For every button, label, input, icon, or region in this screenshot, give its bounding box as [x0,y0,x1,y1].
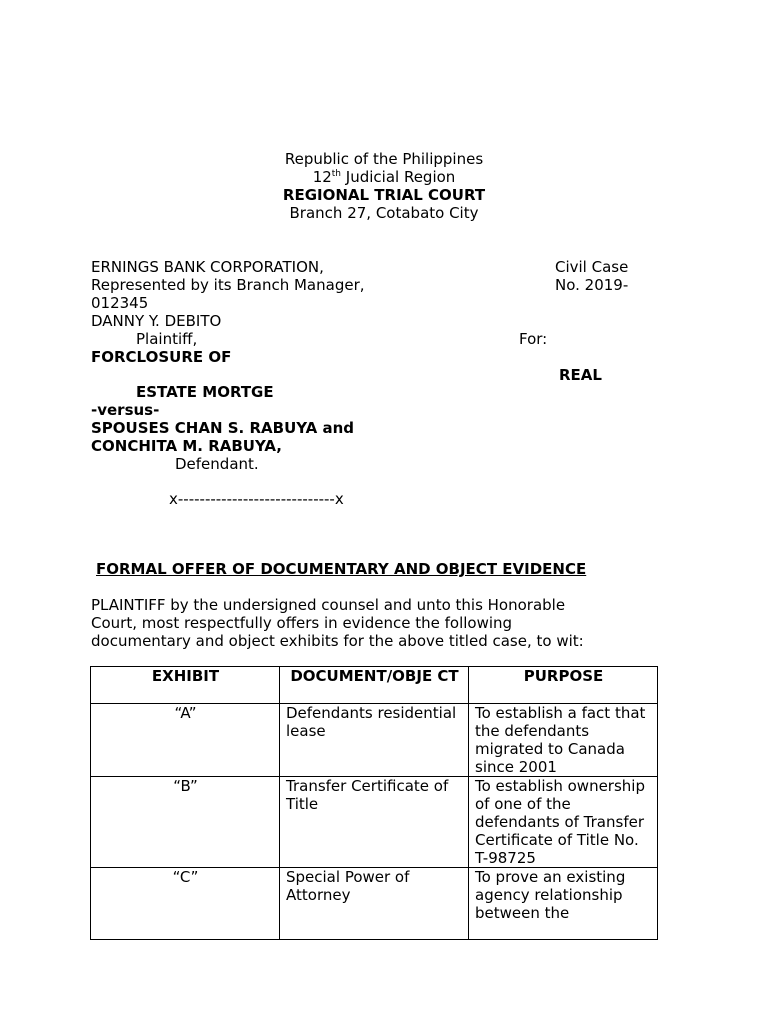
plaintiff-role: Plaintiff, [136,330,198,348]
defendant-role: Defendant. [175,455,259,473]
header-region-label: Judicial Region [341,168,456,186]
purpose-cell: To establish a fact that the defendants migrated to Canada since 2001 [469,704,658,777]
for-label: For: [519,330,548,348]
header-region [0,168,768,186]
purpose-cell: To prove an existing agency relationship between the [469,868,658,940]
plaintiff-number: 012345 [91,294,149,312]
header-purpose: PURPOSE [469,667,658,704]
plaintiff-name: ERNINGS BANK CORPORATION, [91,258,324,276]
intro-line: Court, most respectfully offers in evidence the following [91,614,513,632]
header-country: Republic of the Philippines [284,150,484,168]
intro-line: documentary and object exhibits for the above titled case, to wit: [91,632,584,650]
versus-label: -versus- [91,401,160,419]
exhibit-cell: “B” [91,777,280,868]
header-court: REGIONAL TRIAL COURT [282,186,486,204]
action-title-line2: ESTATE MORTGE [136,383,274,401]
caption-separator: x-----------------------------x [169,490,344,508]
case-number: No. 2019- [555,276,629,294]
document-title: FORMAL OFFER OF DOCUMENTARY AND OBJECT EVIDENCE [96,560,587,578]
table-header-row [91,667,658,704]
action-title-real: REAL [559,366,602,384]
document-cell: Special Power of Attorney [280,868,469,940]
table-row [91,777,658,868]
exhibit-cell: “C” [91,868,280,940]
document-cell: Defendants residential lease [280,704,469,777]
header-region-suffix: th [331,169,342,179]
purpose-cell: To establish ownership of one of the defendants of Transfer Certificate of Title No. T-98725 [469,777,658,868]
intro-line: PLAINTIFF by the undersigned counsel and unto this Honorable [91,596,566,614]
intro-paragraph [91,596,691,650]
exhibit-cell: “A” [91,704,280,777]
header-document: DOCUMENT/OBJE CT [280,667,469,704]
defendant-names-line2: CONCHITA M. RABUYA, [91,437,282,455]
plaintiff-manager: DANNY Y. DEBITO [91,312,222,330]
header-exhibit: EXHIBIT [91,667,280,704]
table-row [91,868,658,940]
exhibits-table [90,666,658,940]
plaintiff-represented: Represented by its Branch Manager, [91,276,365,294]
table-row [91,704,658,777]
defendant-names-line1: SPOUSES CHAN S. RABUYA and [91,419,355,437]
header-region-number: 12 [312,168,332,186]
document-cell: Transfer Certificate of Title [280,777,469,868]
case-label: Civil Case [555,258,629,276]
header-branch: Branch 27, Cotabato City [289,204,479,222]
action-title-line1: FORCLOSURE OF [91,348,232,366]
